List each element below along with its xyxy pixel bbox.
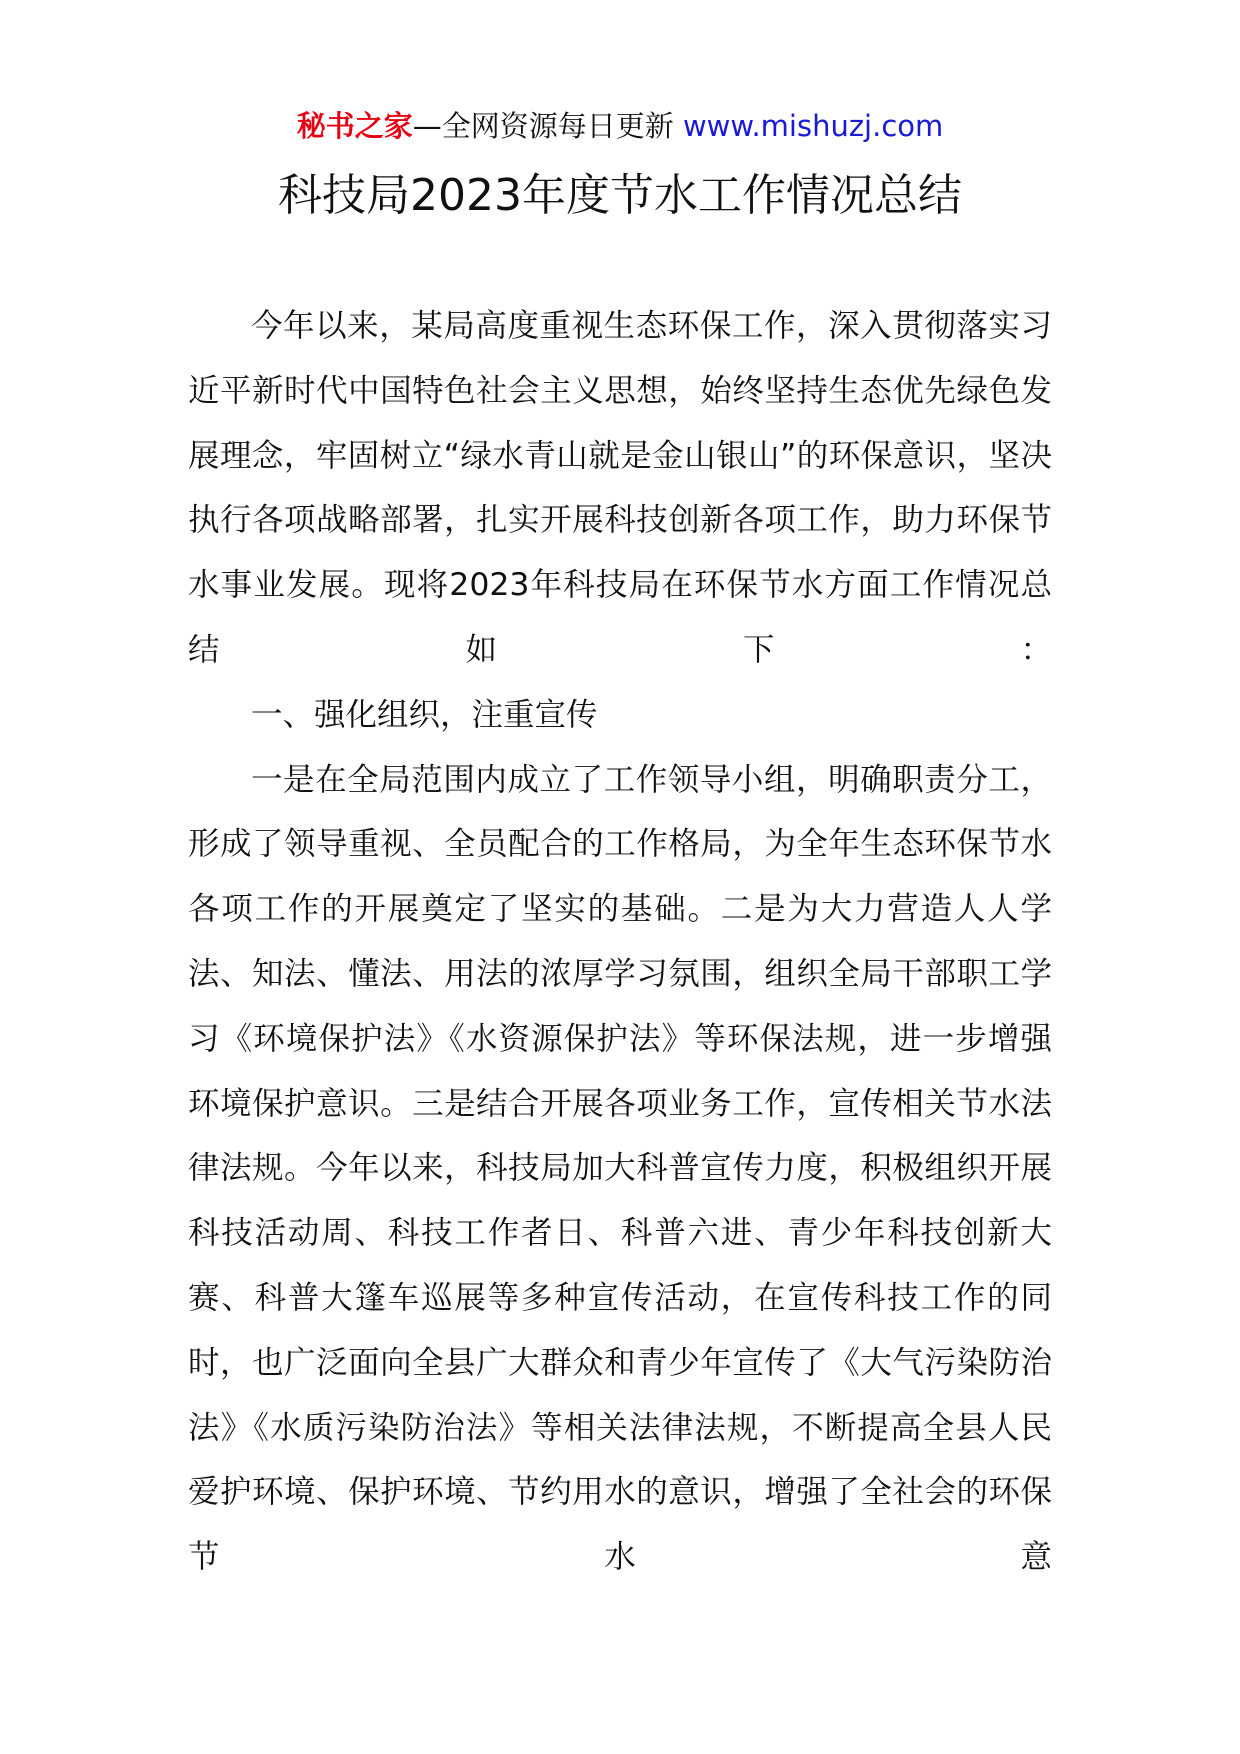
- header-tagline: —全网资源每日更新: [412, 109, 674, 143]
- section-heading: 一、强化组织，注重宣传: [251, 696, 598, 733]
- document-title: 科技局2023年度节水工作情况总结: [278, 170, 962, 221]
- watermark-header: [0, 106, 1240, 146]
- site-url-link[interactable]: www.mishuzj.com: [682, 109, 944, 143]
- document-body: [188, 294, 1052, 1590]
- intro-paragraph: 今年以来，某局高度重视生态环保工作，深入贯彻落实习近平新时代中国特色社会主义思想，始终坚持生态优先绿色发展理念，牢固树立“绿水青山就是金山银山”的环保意识，坚决执行各项战略部署，扎实开展科技创新各项工作，助力环保节水事业发展。现将2023年科技局在环保节水方面工作情况总结如下：: [188, 308, 1052, 668]
- body-paragraph: 一是在全局范围内成立了工作领导小组，明确职责分工，形成了领导重视、全员配合的工作格局，为全年生态环保节水各项工作的开展奠定了坚实的基础。二是为大力营造人人学法、知法、懂法、用法的浓厚学习氛围，组织全局干部职工学习《环境保护法》《水资源保护法》等环保法规，进一步增强环境保护意识。三是结合开展各项业务工作，宣传相关节水法律法规。今年以来，科技局加大科普宣传力度，积极组织开展科技活动周、科技工作者日、科普六进、青少年科技创新大赛、科普大篷车巡展等多种宣传活动，在宣传科技工作的同时，也广泛面向全县广大群众和青少年宣传了《大气污染防治法》《水质污染防治法》等相关法律法规，不断提高全县人民爱护环境、保护环境、节约用水的意识，增强了全社会的环保节水意: [188, 761, 1052, 1576]
- brand-name: 秘书之家: [296, 109, 413, 143]
